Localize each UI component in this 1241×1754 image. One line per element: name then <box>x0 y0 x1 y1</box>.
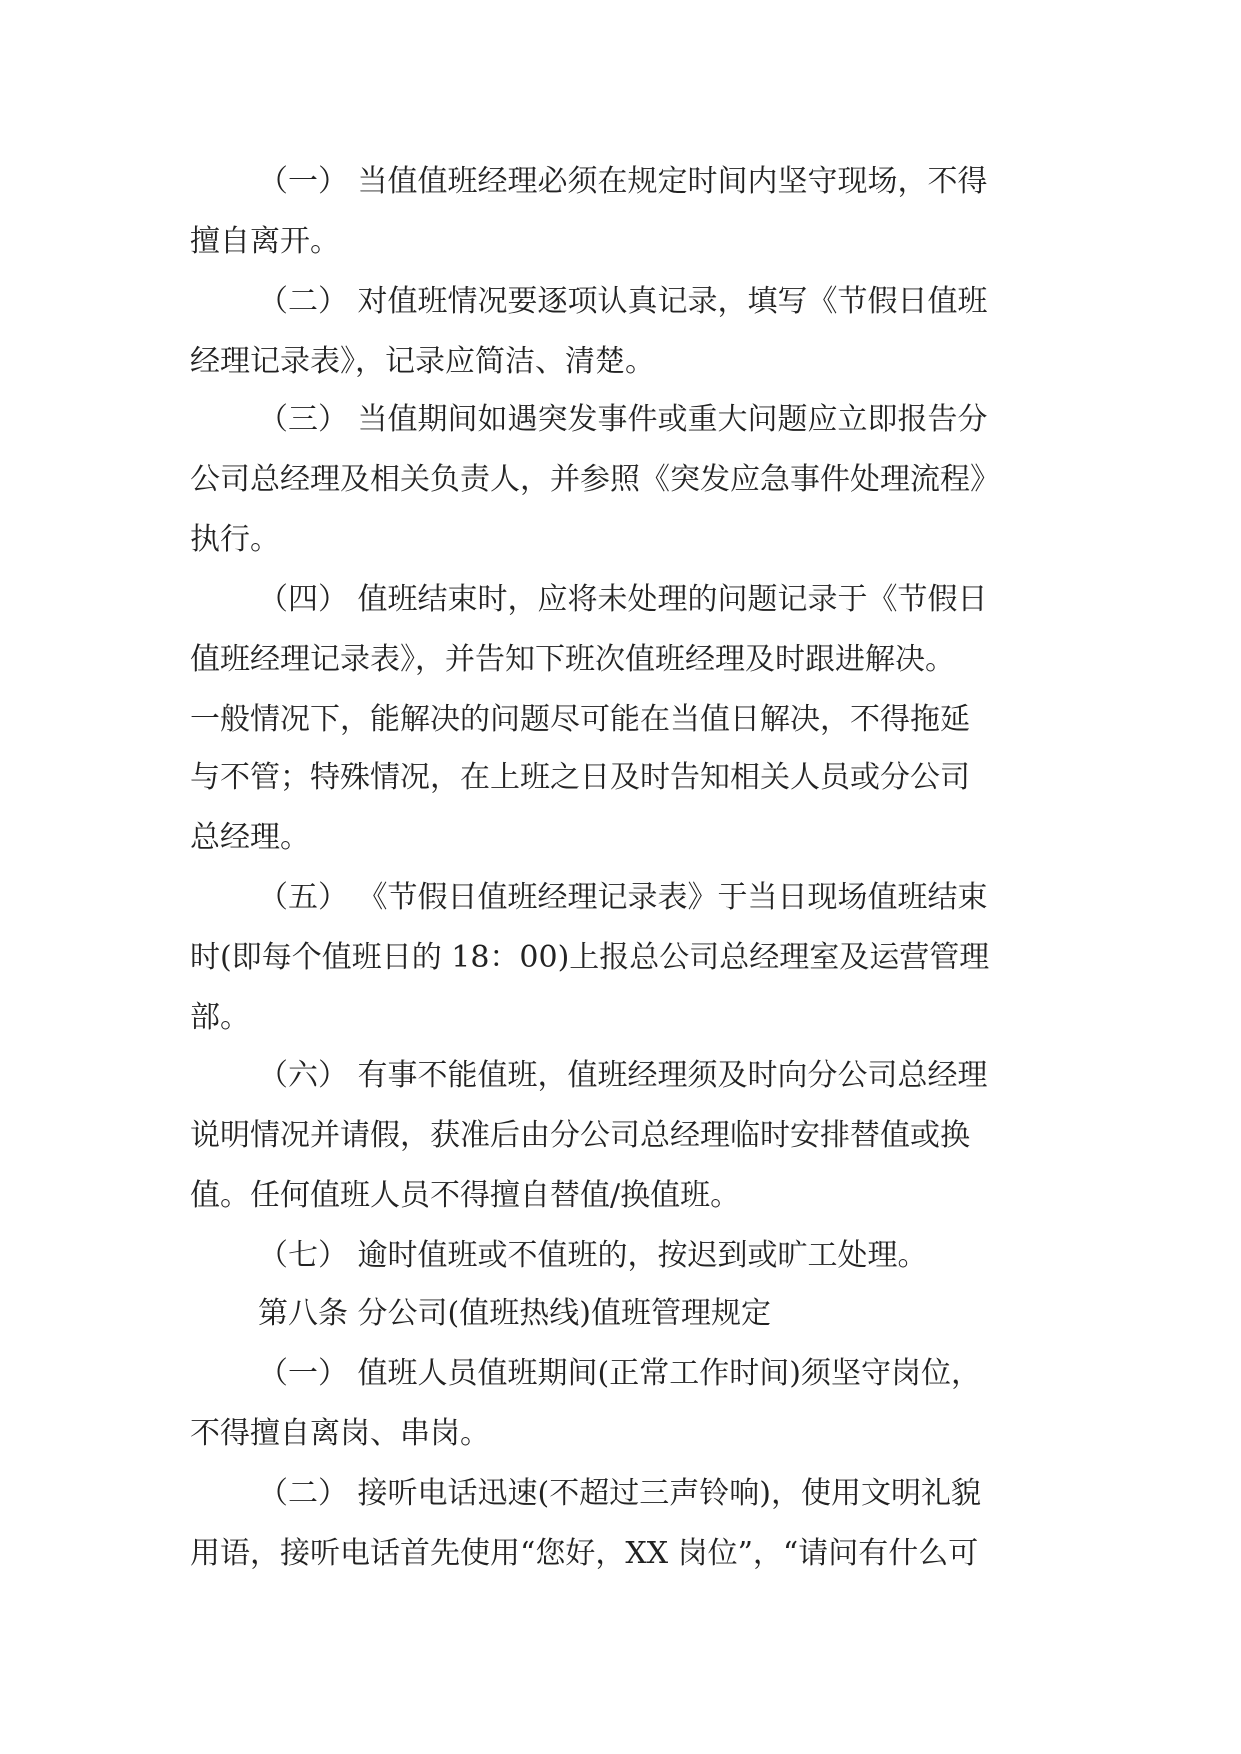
paragraph-line: （六） 有事不能值班，值班经理须及时向分公司总经理 <box>258 1058 988 1093</box>
paragraph-line: 执行。 <box>190 522 280 557</box>
paragraph-line: 时(即每个值班日的 18：00)上报总公司总经理室及运营管理 <box>190 940 990 975</box>
paragraph-line: 与不管；特殊情况，在上班之日及时告知相关人员或分公司 <box>190 760 970 795</box>
paragraph-line: 部。 <box>190 1000 250 1035</box>
paragraph-line: （七） 逾时值班或不值班的，按迟到或旷工处理。 <box>258 1238 928 1273</box>
paragraph-line: （四） 值班结束时，应将未处理的问题记录于《节假日 <box>258 582 988 617</box>
paragraph-line: 公司总经理及相关负责人，并参照《突发应急事件处理流程》 <box>190 462 1000 497</box>
paragraph-line: 一般情况下，能解决的问题尽可能在当值日解决，不得拖延 <box>190 702 970 737</box>
section-heading: 第八条 分公司(值班热线)值班管理规定 <box>258 1296 771 1331</box>
paragraph-line: （一） 值班人员值班期间(正常工作时间)须坚守岗位， <box>258 1356 981 1391</box>
paragraph-line: （三） 当值期间如遇突发事件或重大问题应立即报告分 <box>258 402 988 437</box>
paragraph-line: （五） 《节假日值班经理记录表》于当日现场值班结束 <box>258 880 988 915</box>
paragraph-line: 擅自离开。 <box>190 224 340 259</box>
paragraph-line: 经理记录表》，记录应简洁、清楚。 <box>190 344 655 379</box>
paragraph-line: （二） 接听电话迅速(不超过三声铃响)，使用文明礼貌 <box>258 1476 981 1511</box>
paragraph-line: （二） 对值班情况要逐项认真记录，填写《节假日值班 <box>258 284 988 319</box>
paragraph-line: 值。任何值班人员不得擅自替值/换值班。 <box>190 1178 741 1213</box>
paragraph-line: （一） 当值值班经理必须在规定时间内坚守现场，不得 <box>258 164 988 199</box>
paragraph-line: 总经理。 <box>190 820 310 855</box>
paragraph-line: 值班经理记录表》，并告知下班次值班经理及时跟进解决。 <box>190 642 955 677</box>
paragraph-line: 说明情况并请假，获准后由分公司总经理临时安排替值或换 <box>190 1118 970 1153</box>
paragraph-line: 不得擅自离岗、串岗。 <box>190 1416 490 1451</box>
paragraph-line: 用语，接听电话首先使用“您好，XX 岗位”，“请问有什么可 <box>190 1536 979 1571</box>
